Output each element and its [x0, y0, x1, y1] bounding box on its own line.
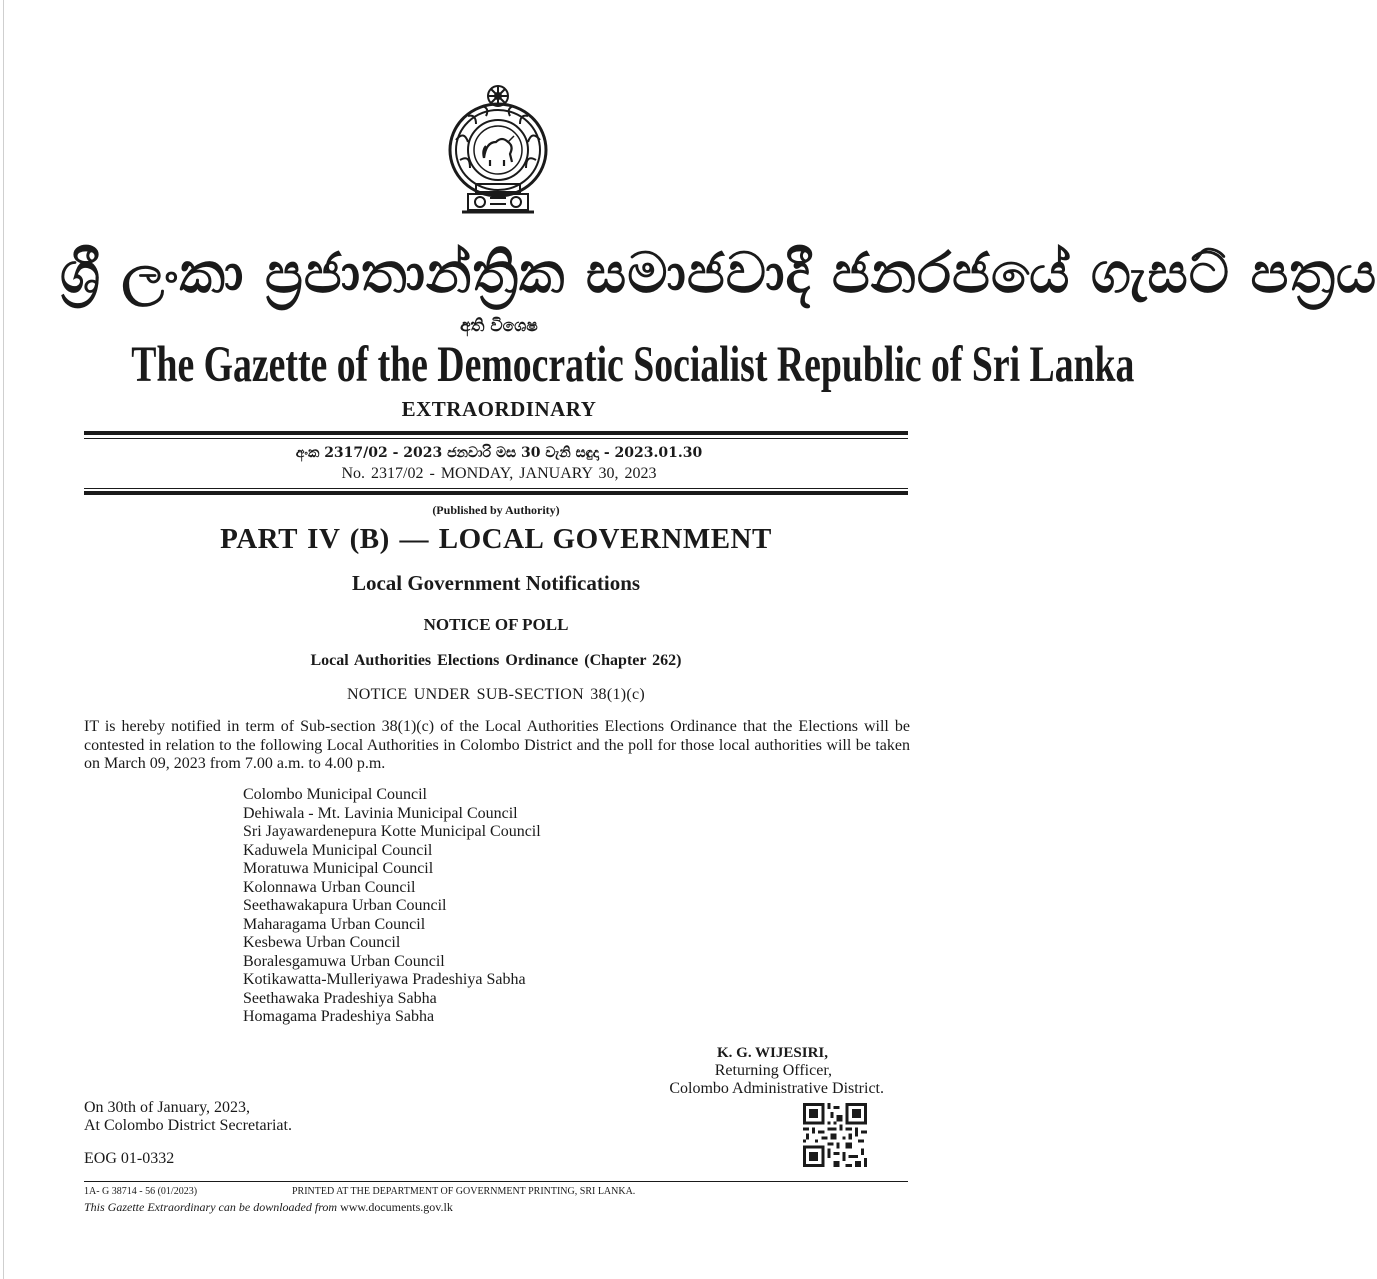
- closing-place: At Colombo District Secretariat.: [84, 1117, 292, 1134]
- reference-number: EOG 01-0332: [84, 1150, 175, 1167]
- signatory-title: Returning Officer,: [714, 1062, 832, 1079]
- state-emblem-icon: [446, 80, 550, 218]
- issue-line-english: No. 2317/02 - MONDAY, JANUARY 30, 2023: [341, 465, 657, 482]
- download-link[interactable]: www.documents.gov.lk: [340, 1200, 453, 1214]
- footer-rule: [84, 1181, 908, 1182]
- extraordinary-sinhala-label: අති විශෙෂ: [460, 316, 538, 336]
- masthead-rule-thin: [84, 438, 908, 439]
- list-item: Kolonnawa Urban Council: [243, 878, 416, 896]
- list-item: Seethawakapura Urban Council: [243, 897, 447, 914]
- closing-date: On 30th of January, 2023,: [84, 1099, 251, 1116]
- list-item: Maharagama Urban Council: [243, 915, 426, 933]
- published-by-authority: (Published by Authority): [432, 503, 560, 517]
- list-item: Homagama Pradeshiya Sabha: [243, 1008, 435, 1025]
- list-item: Kotikawatta-Mulleriyawa Pradeshiya Sabha: [243, 971, 526, 988]
- page-edge: [3, 0, 4, 1279]
- masthead-rule-thick: [84, 431, 908, 435]
- footer-printer-note: PRINTED AT THE DEPARTMENT OF GOVERNMENT PRINTING, SRI LANKA.: [292, 1186, 636, 1197]
- english-masthead-title: The Gazette of the Democratic Socialist Republic of Sri Lanka: [131, 337, 1135, 393]
- qr-code-icon: [803, 1103, 867, 1167]
- list-item: Colombo Municipal Council: [243, 786, 427, 803]
- download-text: This Gazette Extraordinary can be downloaded from: [84, 1200, 338, 1214]
- footer-print-code: 1A- G 38714 - 56 (01/2023): [84, 1186, 198, 1197]
- list-item: Sri Jayawardenepura Kotte Municipal Council: [243, 823, 541, 840]
- signatory-name: K. G. WIJESIRI,: [716, 1045, 828, 1061]
- part-heading: PART IV (B) — LOCAL GOVERNMENT: [220, 523, 772, 555]
- notice-subsection: NOTICE UNDER SUB-SECTION 38(1)(c): [346, 686, 646, 703]
- issue-line-sinhala: අංක 2317/02 - 2023 ජනවාරි මස 30 වැනි සඳුදා - 2023.01.30: [295, 445, 703, 461]
- list-item: Seethawaka Pradeshiya Sabha: [243, 989, 437, 1007]
- footer-download-note: [84, 1200, 453, 1214]
- notifications-heading: Local Government Notifications: [351, 571, 641, 595]
- extraordinary-label: EXTRAORDINARY: [401, 397, 597, 421]
- local-authorities-list: [243, 786, 541, 1027]
- issue-rule-thin: [84, 488, 908, 489]
- notice-title: NOTICE OF POLL: [423, 615, 569, 634]
- list-item: Kesbewa Urban Council: [243, 934, 401, 951]
- list-item: Kaduwela Municipal Council: [243, 841, 433, 859]
- ordinance-title: Local Authorities Elections Ordinance (Chapter 262): [310, 652, 682, 669]
- sinhala-masthead-title: ශ්‍රී ලංකා ප්‍රජාතාන්ත්‍රික සමාජවාදී ජනරජයේ ගැසට් පත්‍රය: [60, 240, 1377, 306]
- list-item: Boralesgamuwa Urban Council: [243, 952, 445, 970]
- signatory-office: Colombo Administrative District.: [669, 1080, 884, 1097]
- issue-rule-thick: [84, 491, 908, 495]
- notice-paragraph: IT is hereby notified in term of Sub-section 38(1)(c) of the Local Authorities Elections Ordinance that the Elections will be contested in relation to the following Local Authorities in Colombo District and the poll for those local authorities will be taken on March 09, 2023 from 7.00 a.m. to 4.00 p.m.: [84, 718, 910, 772]
- list-item: Moratuwa Municipal Council: [243, 860, 434, 877]
- list-item: Dehiwala - Mt. Lavinia Municipal Council: [243, 804, 518, 822]
